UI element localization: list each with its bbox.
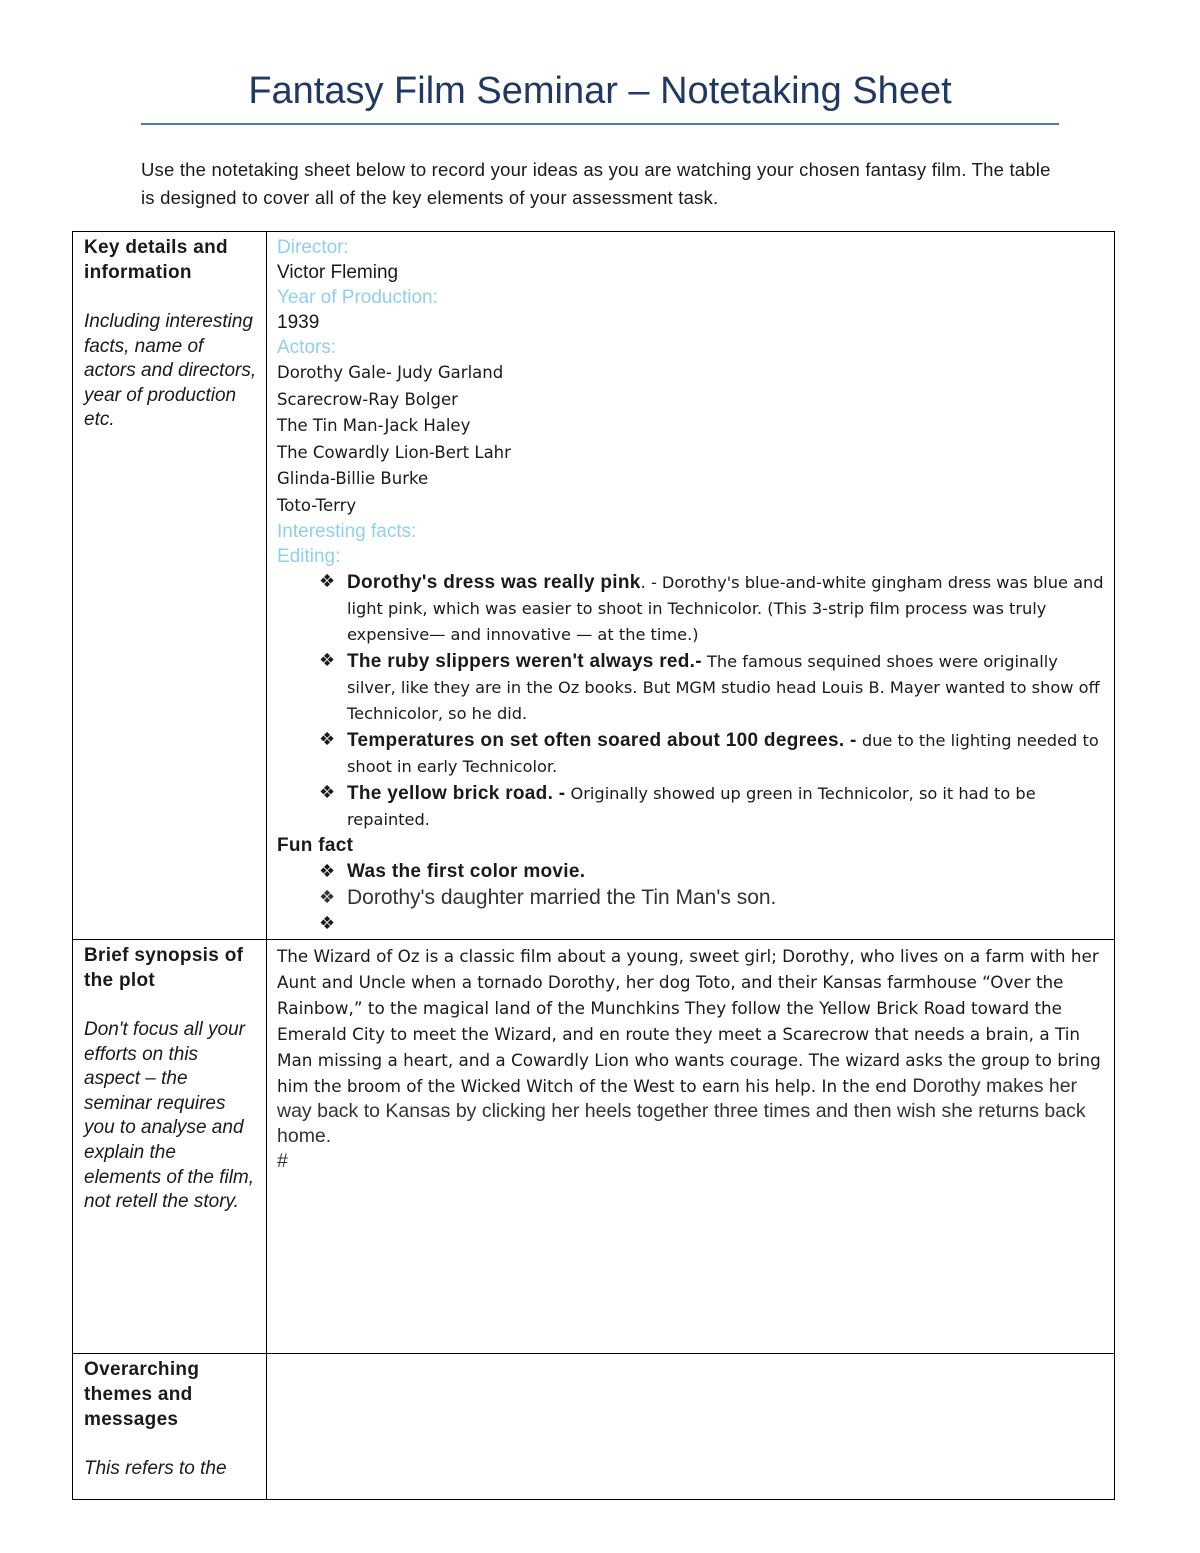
diamond-bullet-icon: ❖ [319,650,336,671]
director-label: Director: [277,237,349,258]
list-item [319,569,1104,648]
page-title: Fantasy Film Seminar – Notetaking Sheet [248,70,952,112]
synopsis-heading: Brief synopsis of the plot [84,945,244,991]
fact-text: . - Dorothy's blue-and-white gingham dress was blue and light pink, which was easier to shoot in Technicolor. (This 3-strip film process was truly expensive— and innovative — at the time.) [347,573,1104,644]
list-item [319,859,1104,884]
diamond-bullet-icon: ❖ [319,861,336,881]
themes-content-cell[interactable] [267,1354,1115,1500]
themes-label-cell [73,1354,267,1500]
key-details-description: Including interesting facts, name of actors and directors, year of production etc. [84,311,257,431]
synopsis-text-part2: Dorothy makes her way back to Kansas by clicking her heels together three times and then wish she returns back home. [277,1075,1086,1147]
actor-item: The Cowardly Lion-Bert Lahr [277,442,511,462]
fact-text: due to the lighting needed to shoot in early Technicolor. [347,731,1099,776]
key-details-content-cell[interactable] [267,232,1115,940]
list-item [319,911,1104,935]
synopsis-content-cell[interactable] [267,940,1115,1354]
row-synopsis [73,940,1115,1354]
fact-heading: The ruby slippers weren't always red.- [347,651,702,672]
actor-item: Scarecrow-Ray Bolger [277,389,458,409]
fun-facts-list [277,859,1104,935]
fun-fact-label: Fun fact [277,835,354,856]
interesting-facts-label: Interesting facts: [277,521,417,542]
fun-fact-text: Dorothy's daughter married the Tin Man's son. [347,886,777,909]
fun-fact-text: Was the first color movie. [347,861,586,882]
year-value: 1939 [277,312,320,333]
actor-item: Dorothy Gale- Judy Garland [277,363,504,382]
editing-label: Editing: [277,546,341,567]
actors-label: Actors: [277,337,337,358]
director-value: Victor Fleming [277,262,399,283]
themes-heading: Overarching themes and messages [84,1359,200,1430]
themes-description: This refers to the [84,1458,227,1479]
title-underline [141,123,1059,125]
list-item [319,648,1104,727]
notetaking-table [72,231,1115,1500]
fact-text: The famous sequined shoes were originally silver, like they are in the Oz books. But MGM studio head Louis B. Mayer wanted to show off Technicolor, so he did. [347,652,1100,723]
synopsis-text [277,943,1104,1149]
key-details-label-cell [73,232,267,940]
diamond-bullet-icon: ❖ [319,729,336,750]
editing-facts-list [277,569,1104,833]
intro-paragraph: Use the notetaking sheet below to record your ideas as you are watching your chosen fantasy film. The table is designed to cover all of the key elements of your assessment task. [141,159,1051,208]
synopsis-text-part1: The Wizard of Oz is a classic film about a young, sweet girl; Dorothy, who lives on a farm with her Aunt and Uncle when a tornado Dorothy, her dog Toto, and their Kansas farmhouse “Over the Rainbow,” to the magical land of the Munchkins They follow the Yellow Brick Road toward the Emerald City to meet the Wizard, and en route they meet a Scarecrow that needs a brain, a Tin Man missing a heart, and a Cowardly Lion who wants courage. The wizard asks the group to bring him the broom of the Wicked Witch of the West to earn his help. In the end [277,946,1101,1096]
actors-list [277,360,1104,519]
row-themes [73,1354,1115,1500]
synopsis-hash: # [277,1150,288,1172]
actor-item: Glinda-Billie Burke [277,469,429,488]
fact-heading: Dorothy's dress was really pink [347,572,641,593]
fun-fact-text [347,912,352,933]
diamond-bullet-icon: ❖ [319,913,336,933]
key-details-heading: Key details and information [84,237,228,283]
actor-item: Toto-Terry [277,495,357,515]
row-key-details [73,232,1115,940]
year-label: Year of Production: [277,287,438,308]
synopsis-description: Don't focus all your efforts on this aspect – the seminar requires you to analyse and explain the elements of the film, not retell the story. [84,1019,255,1213]
fact-heading: Temperatures on set often soared about 100 degrees. - [347,730,857,751]
fact-text: Originally showed up green in Technicolor, so it had to be repainted. [347,784,1036,829]
list-item [319,780,1104,833]
fact-heading: The yellow brick road. - [347,783,566,804]
list-item [319,884,1104,911]
actor-item: The Tin Man-Jack Haley [277,416,471,435]
diamond-bullet-icon: ❖ [319,887,336,907]
diamond-bullet-icon: ❖ [319,571,336,592]
themes-content [267,1354,1114,1357]
diamond-bullet-icon: ❖ [319,782,336,803]
list-item [319,727,1104,780]
synopsis-label-cell [73,940,267,1354]
